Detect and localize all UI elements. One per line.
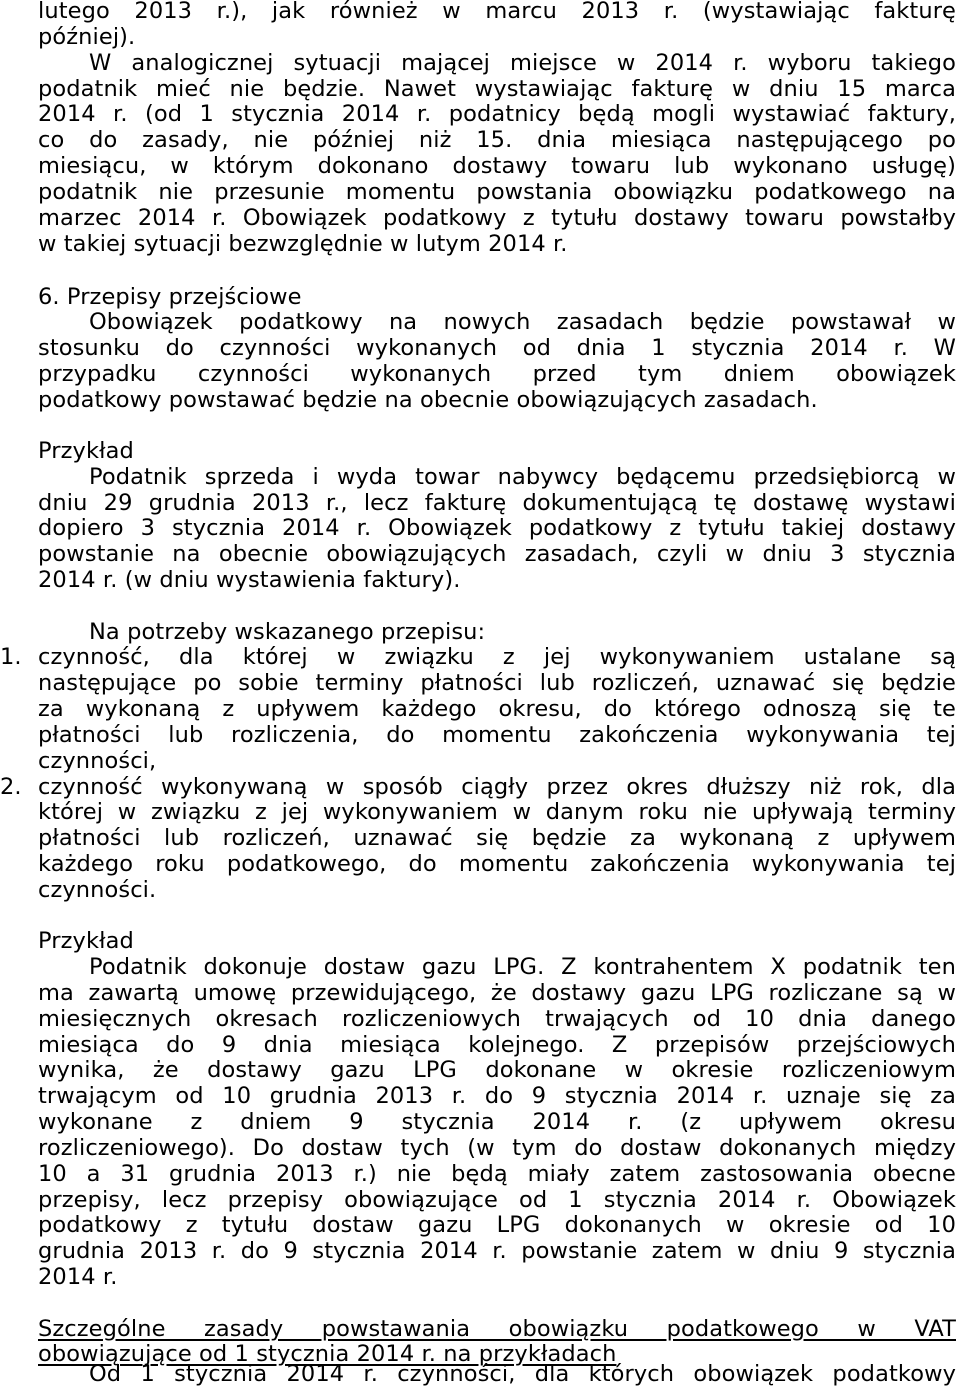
section-title-line: obowiązujące od 1 stycznia 2014 r. na przykładach — [38, 1341, 617, 1367]
list-item-line: każdego roku podatkowego, do momentu zakończenia wykonywania tej — [38, 851, 956, 877]
text-line: podatnik mieć nie będzie. Nawet wystawiając fakturę w dniu 15 marca — [38, 76, 956, 102]
text-line: wynika, że dostawy gazu LPG dokonane w okresie rozliczeniowym — [38, 1057, 956, 1083]
text-line: Podatnik dokonuje dostaw gazu LPG. Z kontrahentem X podatnik ten — [89, 954, 956, 980]
text-line: 2014 r. — [38, 1264, 118, 1290]
text-line: w takiej sytuacji bezwzględnie w lutym 2014 r. — [38, 231, 568, 257]
text-line: przepisy, lecz przepisy obowiązujące od 1 stycznia 2014 r. Obowiązek — [38, 1187, 956, 1213]
list-item-line: czynności. — [38, 877, 157, 903]
example-heading: Przykład — [38, 438, 134, 464]
text-line: dniu 29 grudnia 2013 r., lecz fakturę dokumentującą tę dostawę wystawi — [38, 490, 956, 516]
text-line: Od 1 stycznia 2014 r. czynności, dla których obowiązek podatkowy — [89, 1361, 956, 1387]
list-item-line: czynności, — [38, 748, 157, 774]
text-line: Podatnik sprzeda i wyda towar nabywcy będącemu przedsiębiorcą w — [89, 464, 956, 490]
text-line: miesiącu, w którym dokonano dostawy towaru lub wykonano usługę) — [38, 153, 956, 179]
list-number: 2. — [0, 774, 22, 800]
text-line: powstanie na obecnie obowiązujących zasadach, czyli w dniu 3 stycznia — [38, 541, 956, 567]
text-line: 2014 r. (w dniu wystawienia faktury). — [38, 567, 461, 593]
list-item-line: płatności lub rozliczeń, uznawać się będzie za wykonaną z upływem — [38, 825, 956, 851]
text-line: później). — [38, 24, 136, 50]
list-item-line: za wykonaną z upływem każdego okresu, do którego odnoszą się te — [38, 696, 956, 722]
text-line: ma zawartą umowę przewidującego, że dostawy gazu LPG rozliczane są w — [38, 980, 956, 1006]
text-line: Obowiązek podatkowy na nowych zasadach będzie powstawał w — [89, 309, 956, 335]
text-line: co do zasady, nie później niż 15. dnia miesiąca następującego po — [38, 127, 956, 153]
list-item-line: następujące po sobie terminy płatności lub rozliczeń, uznawać się będzie — [38, 670, 956, 696]
text-line: dopiero 3 stycznia 2014 r. Obowiązek podatkowy z tytułu takiej dostawy — [38, 515, 956, 541]
text-line: wykonane z dniem 9 stycznia 2014 r. (z upływem okresu — [38, 1109, 956, 1135]
text-line: grudnia 2013 r. do 9 stycznia 2014 r. powstanie zatem w dniu 9 stycznia — [38, 1238, 956, 1264]
example-heading: Przykład — [38, 928, 134, 954]
text-line: podatkowy powstawać będzie na obecnie obowiązujących zasadach. — [38, 387, 818, 413]
definitions-intro: Na potrzeby wskazanego przepisu: — [89, 619, 486, 645]
list-number: 1. — [0, 644, 22, 670]
list-item-line: płatności lub rozliczenia, do momentu zakończenia wykonywania tej — [38, 722, 956, 748]
text-line: marzec 2014 r. Obowiązek podatkowy z tytułu dostawy towaru powstałby — [38, 205, 956, 231]
text-line: lutego 2013 r.), jak również w marcu 2013 r. (wystawiając fakturę — [38, 0, 956, 24]
text-line: podatkowy z tytułu dostaw gazu LPG dokonanych w okresie od 10 — [38, 1212, 956, 1238]
text-line: miesiąca do 9 dnia miesiąca kolejnego. Z przepisów przejściowych — [38, 1032, 956, 1058]
text-line: 2014 r. (od 1 stycznia 2014 r. podatnicy będą mogli wystawiać faktury, — [38, 101, 956, 127]
text-line: rozliczeniowego). Do dostaw tych (w tym do dostaw dokonanych między — [38, 1135, 956, 1161]
text-line: W analogicznej sytuacji mającej miejsce w 2014 r. wyboru takiego — [89, 50, 956, 76]
text-line: trwającym od 10 grudnia 2013 r. do 9 stycznia 2014 r. uznaje się za — [38, 1083, 956, 1109]
text-line: podatnik nie przesunie momentu powstania obowiązku podatkowego na — [38, 179, 956, 205]
list-item-line: której w związku z jej wykonywaniem w danym roku nie upływają terminy — [38, 799, 956, 825]
list-item-line: czynność, dla której w związku z jej wykonywaniem ustalane są — [38, 644, 956, 670]
section-title-line: Szczególne zasady powstawania obowiązku podatkowego w VAT — [38, 1316, 956, 1342]
text-line: stosunku do czynności wykonanych od dnia 1 stycznia 2014 r. W — [38, 335, 956, 361]
text-line: 10 a 31 grudnia 2013 r.) nie będą miały zatem zastosowania obecne — [38, 1161, 956, 1187]
list-item-line: czynność wykonywaną w sposób ciągły przez okres dłuższy niż rok, dla — [38, 774, 956, 800]
text-line: miesięcznych okresach rozliczeniowych trwających od 10 dnia danego — [38, 1006, 956, 1032]
text-line: przypadku czynności wykonanych przed tym dniem obowiązek — [38, 361, 956, 387]
section-heading: 6. Przepisy przejściowe — [38, 284, 302, 310]
